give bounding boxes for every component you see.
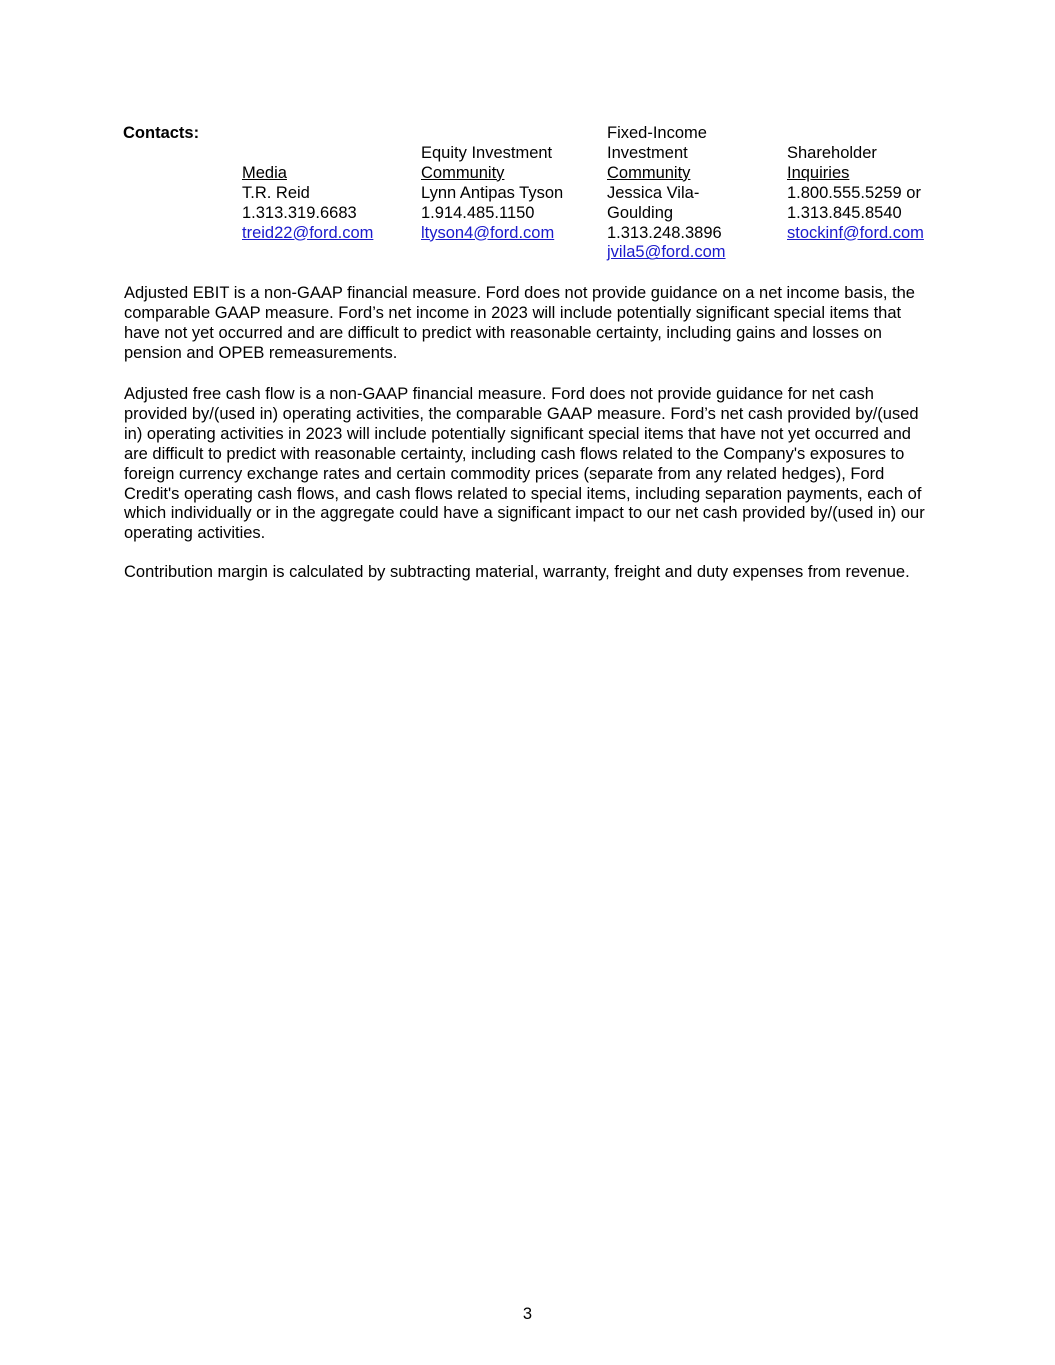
fixed-income-contact-phone: 1.313.248.3896 xyxy=(607,223,722,242)
equity-contact-column xyxy=(421,124,563,243)
fixed-income-contact-email-link[interactable]: jvila5@ford.com xyxy=(607,243,726,262)
page-number: 3 xyxy=(522,1305,533,1323)
fixed-income-heading-line3: Community xyxy=(607,163,691,182)
fixed-income-heading-line1: Fixed-Income xyxy=(607,124,707,142)
adjusted-ebit-paragraph: Adjusted EBIT is a non-GAAP financial measure. Ford does not provide guidance on a net income basis, the comparable GAAP measure. Ford’s net income in 2023 will include potentially significant special items that have not yet occurred and are difficult to predict with reasonable certainty, including gains and losses on pension and OPEB remeasurements. xyxy=(124,284,915,362)
shareholder-email-link[interactable]: stockinf@ford.com xyxy=(787,223,924,242)
fixed-income-contact-name-line2: Goulding xyxy=(607,203,674,222)
adjusted-free-cash-flow-paragraph: Adjusted free cash flow is a non-GAAP financial measure. Ford does not provide guidance for net cash provided by/(used in) operating activities, the comparable GAAP measure. Ford’s net cash provided by/(used in) operating activities in 2023 will include potentially significant special items that have not yet occurred and are difficult to predict with reasonable certainty, including cash flows related to the Company's exposures to foreign currency exchange rates and certain commodity prices (separate from any related hedges), Ford Credit's operating cash flows, and cash flows related to special items, including separation payments, each of which individually or in the aggregate could have a significant impact to our net cash provided by/(used in) our operating activities. xyxy=(124,385,925,543)
equity-contact-phone: 1.914.485.1150 xyxy=(421,203,535,222)
equity-heading-line1: Equity Investment xyxy=(421,143,553,162)
shareholder-heading-line1: Shareholder xyxy=(787,143,877,162)
fixed-income-contact-name-line1: Jessica Vila- xyxy=(607,183,700,202)
shareholder-phone-1: 1.800.555.5259 or xyxy=(787,183,921,202)
media-contact-column xyxy=(242,124,373,243)
contribution-margin-paragraph: Contribution margin is calculated by subtracting material, warranty, freight and duty expenses from revenue. xyxy=(124,563,910,581)
equity-contact-email-link[interactable]: ltyson4@ford.com xyxy=(421,223,555,242)
shareholder-contact-column xyxy=(787,124,924,243)
media-contact-name: T.R. Reid xyxy=(242,183,310,202)
contacts-label: Contacts: xyxy=(123,124,200,142)
fixed-income-contact-column xyxy=(607,124,726,263)
media-contact-phone: 1.313.319.6683 xyxy=(242,203,357,222)
equity-heading-line2: Community xyxy=(421,163,505,182)
equity-contact-name: Lynn Antipas Tyson xyxy=(421,183,564,202)
media-heading: Media xyxy=(242,163,287,182)
media-contact-email-link[interactable]: treid22@ford.com xyxy=(242,223,374,242)
fixed-income-heading-line2: Investment xyxy=(607,143,688,162)
shareholder-heading-line2: Inquiries xyxy=(787,163,850,182)
shareholder-phone-2: 1.313.845.8540 xyxy=(787,203,902,222)
